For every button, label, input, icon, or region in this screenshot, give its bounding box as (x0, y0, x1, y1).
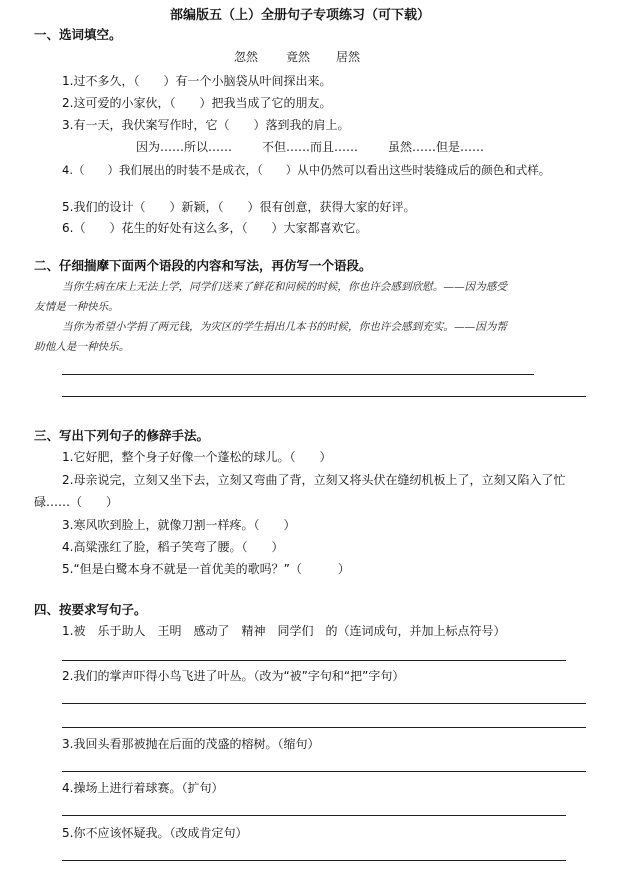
s4-question-3: 3.我回头看那被抛在后面的茂盛的榕树。（缩句） (62, 737, 320, 751)
s1-question-6: 6.（ ）花生的好处有这么多，（ ）大家都喜欢它。 (62, 221, 368, 235)
answer-line[interactable] (62, 771, 586, 772)
word-option: 竟然 (286, 50, 311, 64)
s1-question-2: 2.这可爱的小家伙，（ ）把我当成了它的朋友。 (62, 96, 332, 110)
answer-line[interactable] (62, 727, 586, 728)
answer-line[interactable] (62, 396, 586, 397)
s3-question-2: 2.母亲说完，立刻又坐下去，立刻又弯曲了背，立刻又将头伏在缝纫机板上了，立刻又陷入了忙 (62, 473, 566, 487)
conjunction-option: 虽然……但是…… (388, 140, 485, 154)
s1-question-5: 5.我们的设计（ ）新颖，（ ）很有创意，获得大家的好评。 (62, 200, 416, 214)
sample-paragraph-1: 当你生病在床上无法上学，同学们送来了鲜花和问候的时候，你也许会感到欣慰。——因为感受 (62, 281, 507, 293)
conjunction-option: 因为……所以…… (136, 140, 233, 154)
answer-line[interactable] (62, 660, 566, 661)
answer-line[interactable] (62, 815, 566, 816)
answer-line[interactable] (62, 703, 586, 704)
page-title: 部编版五（上）全册句子专项练习（可下载） (170, 8, 431, 23)
section-1-heading: 一、选词填空。 (34, 27, 122, 42)
s1-question-1: 1.过不多久，（ ）有一个小脑袋从叶间探出来。 (62, 74, 332, 88)
s3-question-2-cont: 碌……（ ） (34, 495, 119, 509)
s1-question-4: 4.（ ）我们展出的时装不是成衣，（ ）从中仍然可以看出这些时装缝成后的颜色和式样。 (62, 163, 551, 177)
sample-paragraph-2: 当你为希望小学捐了两元钱，为灾区的学生捐出几本书的时候，你也许会感到充实。——因为帮 (62, 321, 507, 333)
answer-line[interactable] (62, 860, 566, 861)
sample-paragraph-1-cont: 友情是一种快乐。 (34, 301, 119, 313)
s3-question-1: 1.它好肥，整个身子好像一个蓬松的球儿。（ ） (62, 450, 332, 464)
s4-question-5: 5.你不应该怀疑我。（改成肯定句） (62, 826, 248, 840)
s1-question-3: 3.有一天，我伏案写作时，它（ ）落到我的肩上。 (62, 118, 350, 132)
section-3-heading: 三、写出下列句子的修辞手法。 (34, 428, 210, 443)
conjunction-option: 不但……而且…… (262, 140, 359, 154)
section-2-heading: 二、仔细揣摩下面两个语段的内容和写法，再仿写一个语段。 (34, 258, 372, 273)
s4-question-1: 1.被 乐于助人 王明 感动了 精神 同学们 的（连词成句，并加上标点符号） (62, 624, 506, 638)
s4-question-2: 2.我们的掌声吓得小鸟飞进了叶丛。（改为“被”字句和“把”字句） (62, 669, 405, 683)
section-4-heading: 四、按要求写句子。 (34, 602, 147, 617)
s3-question-3: 3.寒风吹到脸上，就像刀割一样疼。（ ） (62, 518, 296, 532)
s3-question-4: 4.高粱涨红了脸，稻子笑弯了腰。（ ） (62, 540, 284, 554)
s3-question-5: 5.“但是白鹭本身不就是一首优美的歌吗？”（ ） (62, 562, 350, 576)
sample-paragraph-2-cont: 助他人是一种快乐。 (34, 341, 130, 353)
answer-line[interactable] (62, 374, 534, 375)
word-option: 居然 (336, 50, 361, 64)
s4-question-4: 4.操场上进行着球赛。（扩句） (62, 781, 224, 795)
word-option: 忽然 (234, 50, 259, 64)
